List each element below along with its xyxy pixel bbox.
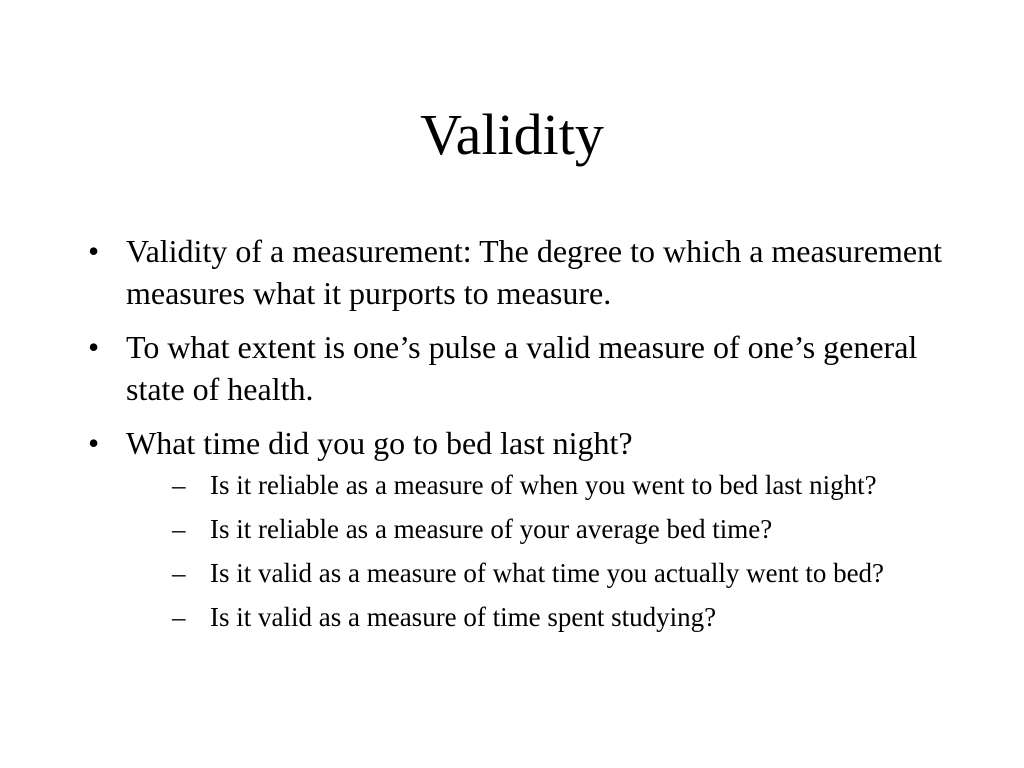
bullet-item — [88, 230, 948, 314]
bullet-text: What time did you go to bed last night? — [126, 425, 633, 461]
bullet-dot-icon: • — [88, 425, 100, 461]
sub-bullet-text: Is it reliable as a measure of when you went to bed last night? — [210, 470, 877, 500]
bullet-text: Validity of a measurement: The degree to which a measurement measures what it purports to measure. — [126, 233, 942, 311]
slide-title: Validity — [420, 102, 604, 167]
dash-icon: – — [172, 470, 186, 500]
bullet-item — [88, 326, 948, 410]
bullet-dot-icon: • — [88, 329, 100, 365]
bullet-item — [88, 422, 948, 634]
sub-bullet-item — [172, 600, 948, 634]
sub-bullet-text: Is it valid as a measure of time spent studying? — [210, 602, 717, 632]
dash-icon: – — [172, 558, 186, 588]
bullet-dot-icon: • — [88, 233, 100, 269]
sub-bullet-list — [172, 468, 948, 634]
bullet-list — [88, 230, 948, 646]
sub-bullet-item — [172, 512, 948, 546]
sub-bullet-item — [172, 468, 948, 502]
sub-bullet-text: Is it reliable as a measure of your average bed time? — [210, 514, 773, 544]
dash-icon: – — [172, 514, 186, 544]
dash-icon: – — [172, 602, 186, 632]
bullet-text: To what extent is one’s pulse a valid measure of one’s general state of health. — [126, 329, 918, 407]
sub-bullet-item — [172, 556, 948, 590]
sub-bullet-text: Is it valid as a measure of what time you actually went to bed? — [210, 558, 885, 588]
